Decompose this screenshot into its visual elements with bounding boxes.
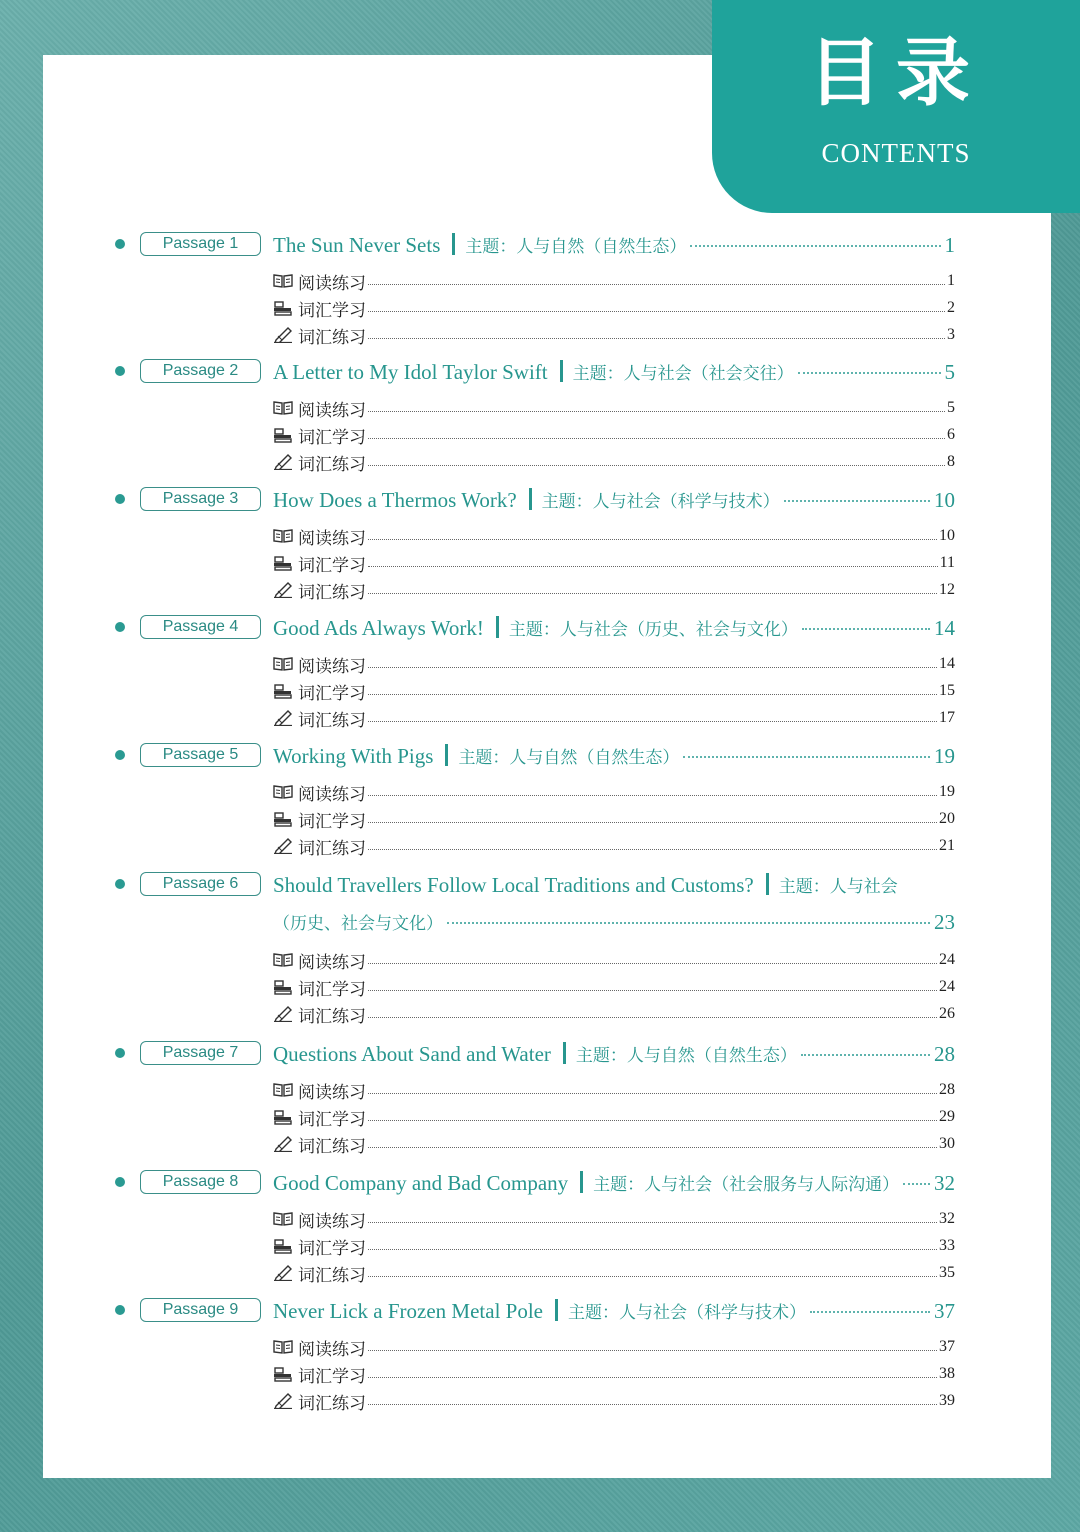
passage-badge: Passage 7 [140, 1041, 261, 1065]
passage-badge: Passage 3 [140, 487, 261, 511]
page-number: 17 [939, 709, 955, 726]
dot-leader [368, 438, 945, 439]
page-number: 5 [944, 360, 955, 384]
sub-item-reading[interactable] [273, 652, 955, 676]
pen-writing-icon [273, 582, 293, 598]
passage-theme: 主题：人与社会（社会服务与人际沟通） [593, 1175, 900, 1195]
passage-title-row[interactable] [273, 613, 955, 641]
sub-item-reading[interactable] [273, 524, 955, 548]
pen-writing-icon [273, 1265, 293, 1281]
page-number: 39 [939, 1392, 955, 1409]
passage-theme: 主题：人与社会 [778, 877, 898, 897]
sub-item-label: 阅读练习 [298, 1339, 366, 1360]
bullet-icon [115, 366, 125, 376]
stacked-books-icon [273, 1109, 293, 1125]
sub-item-label: 词汇学习 [298, 811, 366, 832]
bullet-icon [115, 622, 125, 632]
sub-item-vocab-study[interactable] [273, 1362, 955, 1386]
dot-leader [368, 1120, 937, 1121]
dot-leader [368, 566, 938, 567]
passage-title-row[interactable] [273, 1168, 955, 1196]
sub-item-vocab-study[interactable] [273, 423, 955, 447]
passage-theme: 主题：人与社会（历史、社会与文化） [508, 620, 798, 640]
sub-item-label: 阅读练习 [298, 656, 366, 677]
title-separator [452, 233, 455, 255]
dot-leader [368, 1147, 937, 1148]
sub-item-vocab-practice[interactable] [273, 450, 955, 474]
sub-item-vocab-practice[interactable] [273, 1002, 955, 1026]
dot-leader [368, 284, 945, 285]
passage-theme: 主题：人与自然（自然生态） [575, 1046, 797, 1066]
dot-leader [368, 694, 937, 695]
dot-leader [368, 539, 937, 540]
open-book-icon [273, 1211, 293, 1227]
page-number: 11 [939, 554, 955, 571]
contents-title-cn: 目录 [808, 30, 984, 116]
sub-item-label: 阅读练习 [298, 528, 366, 549]
sub-item-label: 阅读练习 [298, 1211, 366, 1232]
dot-leader [690, 245, 940, 247]
bullet-icon [115, 750, 125, 760]
page-number: 19 [939, 783, 955, 800]
sub-item-vocab-study[interactable] [273, 551, 955, 575]
sub-item-reading[interactable] [273, 948, 955, 972]
passage-theme-continued-row[interactable] [273, 909, 955, 935]
passage-badge: Passage 8 [140, 1170, 261, 1194]
pen-writing-icon [273, 454, 293, 470]
sub-item-label: 词汇练习 [298, 1393, 366, 1414]
passage-badge: Passage 4 [140, 615, 261, 639]
dot-leader [368, 1350, 937, 1351]
page-number: 35 [939, 1264, 955, 1281]
title-separator [555, 1299, 558, 1321]
dot-leader [810, 1311, 930, 1313]
dot-leader [368, 593, 937, 594]
passage-title-row[interactable] [273, 1296, 955, 1324]
passage-title: A Letter to My Idol Taylor Swift [273, 360, 548, 384]
dot-leader [368, 1222, 937, 1223]
sub-item-vocab-study[interactable] [273, 1234, 955, 1258]
passage-badge: Passage 1 [140, 232, 261, 256]
passage-title-row[interactable] [273, 1039, 955, 1067]
page-number: 6 [947, 426, 955, 443]
stacked-books-icon [273, 1238, 293, 1254]
stacked-books-icon [273, 1366, 293, 1382]
passage-title: Good Company and Bad Company [273, 1171, 569, 1195]
page-number: 28 [939, 1081, 955, 1098]
page-number: 14 [939, 655, 955, 672]
sub-item-label: 词汇学习 [298, 1109, 366, 1130]
sub-item-vocab-practice[interactable] [273, 1389, 955, 1413]
page-number: 37 [939, 1338, 955, 1355]
sub-item-reading[interactable] [273, 1078, 955, 1102]
dot-leader [368, 1249, 937, 1250]
page-number: 1 [947, 272, 955, 289]
stacked-books-icon [273, 683, 293, 699]
title-separator [445, 744, 448, 766]
passage-title: The Sun Never Sets [273, 233, 441, 257]
passage-title-row[interactable] [273, 741, 955, 769]
page-number: 23 [934, 910, 955, 934]
bullet-icon [115, 1305, 125, 1315]
bullet-icon [115, 1048, 125, 1058]
passage-title-row[interactable] [273, 485, 955, 513]
page-number: 10 [939, 527, 955, 544]
page-number: 37 [934, 1299, 955, 1323]
sub-item-label: 词汇练习 [298, 1006, 366, 1027]
passage-badge: Passage 2 [140, 359, 261, 383]
sub-item-reading[interactable] [273, 396, 955, 420]
dot-leader [368, 1093, 937, 1094]
title-separator [563, 1042, 566, 1064]
dot-leader [802, 628, 930, 630]
dot-leader [368, 795, 937, 796]
page-number: 19 [934, 744, 955, 768]
dot-leader [368, 849, 937, 850]
page-number: 30 [939, 1135, 955, 1152]
dot-leader [903, 1183, 930, 1185]
page-number: 32 [939, 1210, 955, 1227]
passage-badge: Passage 9 [140, 1298, 261, 1322]
page-number: 3 [947, 326, 955, 343]
sub-item-label: 阅读练习 [298, 400, 366, 421]
page-number: 5 [947, 399, 955, 416]
open-book-icon [273, 784, 293, 800]
passage-badge: Passage 5 [140, 743, 261, 767]
stacked-books-icon [273, 427, 293, 443]
sub-item-label: 词汇练习 [298, 838, 366, 859]
sub-item-label: 词汇学习 [298, 979, 366, 1000]
passage-title-row[interactable] [273, 357, 955, 385]
sub-item-label: 词汇练习 [298, 710, 366, 731]
sub-item-label: 词汇学习 [298, 300, 366, 321]
dot-leader [368, 1276, 937, 1277]
title-separator [496, 616, 499, 638]
open-book-icon [273, 952, 293, 968]
sub-item-label: 词汇练习 [298, 454, 366, 475]
passage-title: How Does a Thermos Work? [273, 488, 517, 512]
open-book-icon [273, 656, 293, 672]
dot-leader [368, 822, 937, 823]
open-book-icon [273, 273, 293, 289]
bullet-icon [115, 1177, 125, 1187]
page-number: 24 [939, 978, 955, 995]
dot-leader [683, 756, 930, 758]
dot-leader [368, 338, 945, 339]
pen-writing-icon [273, 1393, 293, 1409]
sub-item-label: 词汇学习 [298, 1366, 366, 1387]
sub-item-reading[interactable] [273, 269, 955, 293]
passage-theme: 主题：人与社会（科学与技术） [568, 1303, 806, 1323]
sub-item-vocab-practice[interactable] [273, 1261, 955, 1285]
dot-leader [368, 963, 937, 964]
sub-item-label: 词汇学习 [298, 427, 366, 448]
sub-item-label: 词汇学习 [298, 1238, 366, 1259]
sub-item-label: 词汇学习 [298, 555, 366, 576]
sub-item-vocab-practice[interactable] [273, 834, 955, 858]
dot-leader [368, 311, 945, 312]
passage-title: Should Travellers Follow Local Traditions and Customs? [273, 873, 754, 897]
pen-writing-icon [273, 1006, 293, 1022]
page-number: 8 [947, 453, 955, 470]
sub-item-label: 阅读练习 [298, 1082, 366, 1103]
sub-item-label: 阅读练习 [298, 952, 366, 973]
page-number: 38 [939, 1365, 955, 1382]
passage-theme: 主题：人与自然（自然生态） [458, 748, 680, 768]
page-number: 15 [939, 682, 955, 699]
sub-item-vocab-study[interactable] [273, 1105, 955, 1129]
pen-writing-icon [273, 327, 293, 343]
open-book-icon [273, 528, 293, 544]
sub-item-reading[interactable] [273, 1207, 955, 1231]
sub-item-vocab-study[interactable] [273, 975, 955, 999]
passage-title-row[interactable] [273, 870, 955, 898]
passage-title: Questions About Sand and Water [273, 1042, 551, 1066]
passage-title-row[interactable] [273, 230, 955, 258]
dot-leader [368, 990, 937, 991]
sub-item-label: 词汇练习 [298, 582, 366, 603]
stacked-books-icon [273, 555, 293, 571]
passage-title: Never Lick a Frozen Metal Pole [273, 1299, 543, 1323]
passage-theme: 主题：人与自然（自然生态） [465, 237, 687, 257]
sub-item-label: 阅读练习 [298, 784, 366, 805]
pen-writing-icon [273, 838, 293, 854]
dot-leader [368, 411, 945, 412]
page-number: 29 [939, 1108, 955, 1125]
dot-leader [368, 721, 937, 722]
dot-leader [368, 1404, 937, 1405]
sub-item-label: 词汇练习 [298, 327, 366, 348]
sub-item-vocab-study[interactable] [273, 807, 955, 831]
stacked-books-icon [273, 300, 293, 316]
dot-leader [798, 372, 941, 374]
bullet-icon [115, 494, 125, 504]
sub-item-vocab-practice[interactable] [273, 323, 955, 347]
sub-item-vocab-practice[interactable] [273, 706, 955, 730]
dot-leader [368, 667, 937, 668]
passage-badge: Passage 6 [140, 872, 261, 896]
passage-theme-continued: （历史、社会与文化） [273, 914, 443, 934]
passage-title: Working With Pigs [273, 744, 434, 768]
dot-leader [447, 922, 930, 924]
page-number: 14 [934, 616, 955, 640]
sub-item-vocab-study[interactable] [273, 679, 955, 703]
open-book-icon [273, 1339, 293, 1355]
sub-item-reading[interactable] [273, 780, 955, 804]
dot-leader [368, 465, 945, 466]
page-number: 33 [939, 1237, 955, 1254]
sub-item-label: 阅读练习 [298, 273, 366, 294]
dot-leader [368, 1017, 937, 1018]
dot-leader [801, 1054, 930, 1056]
open-book-icon [273, 400, 293, 416]
page-number: 12 [939, 581, 955, 598]
sub-item-vocab-practice[interactable] [273, 1132, 955, 1156]
passage-title: Good Ads Always Work! [273, 616, 484, 640]
page-number: 20 [939, 810, 955, 827]
page-number: 32 [934, 1171, 955, 1195]
page-number: 28 [934, 1042, 955, 1066]
stacked-books-icon [273, 811, 293, 827]
sub-item-vocab-practice[interactable] [273, 578, 955, 602]
page-number: 1 [944, 233, 955, 257]
sub-item-reading[interactable] [273, 1335, 955, 1359]
passage-theme: 主题：人与社会（科学与技术） [541, 492, 780, 512]
title-separator [580, 1171, 583, 1193]
stacked-books-icon [273, 979, 293, 995]
passage-theme: 主题：人与社会（社会交往） [572, 364, 794, 384]
sub-item-label: 词汇学习 [298, 683, 366, 704]
title-separator [766, 873, 769, 895]
page-number: 10 [934, 488, 955, 512]
pen-writing-icon [273, 710, 293, 726]
title-separator [529, 488, 532, 510]
page-number: 21 [939, 837, 955, 854]
dot-leader [368, 1377, 937, 1378]
bullet-icon [115, 879, 125, 889]
page-number: 2 [947, 299, 955, 316]
page-number: 26 [939, 1005, 955, 1022]
sub-item-vocab-study[interactable] [273, 296, 955, 320]
sub-item-label: 词汇练习 [298, 1265, 366, 1286]
sub-item-label: 词汇练习 [298, 1136, 366, 1157]
pen-writing-icon [273, 1136, 293, 1152]
dot-leader [784, 500, 930, 502]
title-separator [560, 360, 563, 382]
contents-title-en: CONTENTS [821, 138, 971, 168]
open-book-icon [273, 1082, 293, 1098]
contents-banner [712, 0, 1080, 213]
bullet-icon [115, 239, 125, 249]
page-number: 24 [939, 951, 955, 968]
